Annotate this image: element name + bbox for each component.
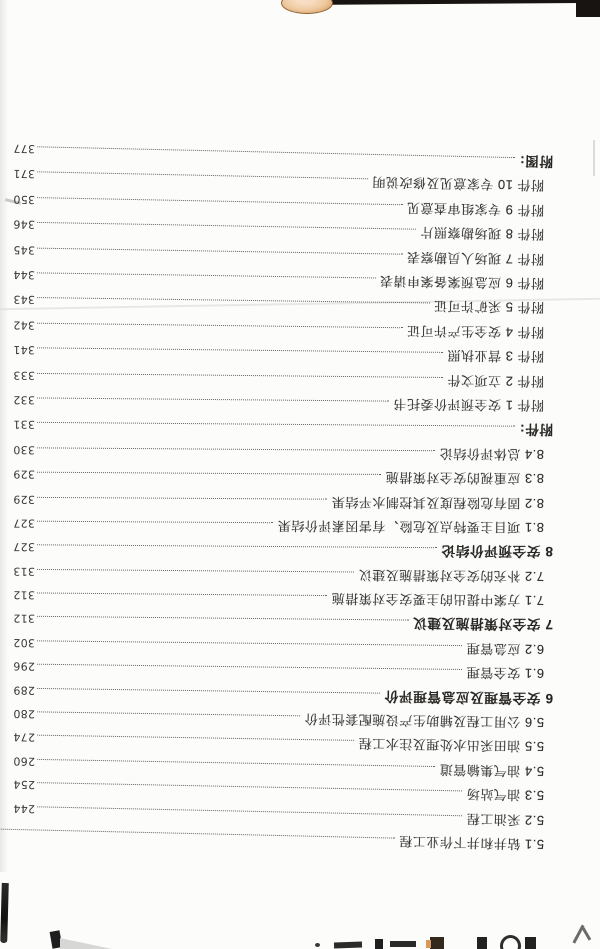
toc-entry — [13, 537, 553, 565]
toc-entry — [13, 415, 553, 444]
toc-entry-label: 5.1 钻井和井下作业工程 — [398, 834, 545, 853]
toc-entry-label: 5.4 油气集输管道 — [439, 762, 545, 780]
dotted-leader — [37, 322, 403, 329]
toc-entry — [13, 513, 544, 541]
toc-entry-page: 331 — [12, 418, 35, 432]
dotted-leader — [37, 447, 435, 452]
toc-entry-label: 附件 2 立项文件 — [446, 372, 545, 389]
toc-entry-page: 345 — [12, 243, 36, 257]
toc-entry — [13, 365, 544, 395]
toc-entry-page: 329 — [12, 467, 35, 482]
toc-entry-page: 346 — [13, 218, 36, 232]
toc-entry-page: 289 — [12, 683, 36, 697]
toc-entry-label: 附图: — [519, 153, 554, 169]
dotted-leader — [37, 297, 430, 304]
toc-entry-label: 7 安全对策措施及建议 — [412, 615, 554, 633]
underlying-text-fragment — [430, 937, 444, 949]
dotted-leader — [37, 472, 381, 476]
underlying-text-fragment — [500, 935, 521, 949]
toc-entry-label: 8.4 总体评价结论 — [439, 446, 545, 463]
scan-dark-edge-top — [298, 0, 600, 5]
dotted-leader — [37, 422, 515, 428]
toc-entry-page: 344 — [12, 268, 36, 282]
toc-entry-page: 332 — [12, 393, 36, 407]
underlying-text-fragment — [315, 943, 320, 947]
fingertip-holding-page — [281, 0, 333, 14]
dotted-leader — [37, 544, 437, 549]
toc-entry-label: 附件 3 营业执照 — [446, 348, 545, 365]
dotted-leader — [37, 347, 443, 354]
dotted-leader — [37, 687, 380, 694]
toc-entry-label: 7.2 补充的安全对策措施及建议 — [358, 567, 545, 585]
toc-entry-page: 313 — [12, 564, 35, 578]
underlying-text-fragment — [426, 940, 431, 948]
dotted-leader — [37, 172, 368, 181]
toc-entry-page: 341 — [12, 343, 36, 357]
toc-entry-label: 附件 9 专家组审查意见 — [406, 200, 545, 219]
underlying-text-fragment — [334, 942, 362, 949]
scan-dark-corner — [576, 0, 600, 17]
dotted-leader — [37, 496, 327, 500]
dotted-leader — [37, 640, 462, 647]
toc-entry-page: 327 — [12, 540, 35, 554]
toc-entry-page: 312 — [12, 588, 36, 602]
dotted-leader — [37, 616, 409, 622]
toc-entry-page: 312 — [12, 612, 36, 626]
scan-line-right — [593, 140, 595, 176]
toc-entry-page: 350 — [13, 192, 36, 207]
toc-entry — [13, 464, 544, 492]
scan-edge-shadow-left — [0, 0, 9, 872]
toc-entry-label: 附件 7 现场人员勘察表 — [406, 249, 545, 267]
dotted-leader — [37, 222, 416, 231]
toc-entry-page: 333 — [12, 368, 36, 382]
toc-entry-label: 8.1 项目主要特点及危险、有害因素评价结果 — [277, 518, 545, 536]
toc-entry-label: 附件: — [519, 421, 554, 438]
dotted-leader — [37, 197, 403, 206]
underlying-text-fragment — [525, 937, 536, 949]
dotted-leader — [37, 272, 376, 279]
dotted-leader — [37, 806, 462, 817]
toc-entry-label: 附件 10 专家意见及修改说明 — [371, 175, 545, 194]
dotted-leader — [37, 759, 435, 768]
toc-entry-label: 8 安全预评价结论 — [440, 543, 554, 560]
toc-entry — [13, 440, 544, 468]
toc-entry-page: 260 — [13, 754, 36, 769]
toc-entry-label: 附件 1 安全预评价委托书 — [392, 396, 545, 414]
toc-entry-page: 327 — [12, 516, 35, 530]
dotted-leader — [37, 146, 515, 159]
toc-entry-label: 6.1 安全管理 — [466, 665, 545, 682]
toc-entry-page: 274 — [12, 731, 36, 745]
toc-entry-label: 5.3 油气站场 — [466, 787, 545, 804]
toc-entry-page: 254 — [13, 778, 36, 792]
toc-entry-label: 附件 5 采矿许可证 — [433, 299, 545, 316]
underlying-text-fragment — [60, 938, 112, 949]
toc-entry-label: 附件 4 安全生产许可证 — [406, 323, 545, 341]
toc-entry-page: 330 — [12, 443, 35, 457]
dotted-leader — [37, 782, 462, 792]
toc-entry-page: 329 — [12, 492, 35, 506]
dotted-leader — [37, 247, 403, 255]
toc-entry-label: 5.6 公用工程及辅助生产设施配套性评价 — [304, 711, 545, 731]
toc-entry-label: 5.5 油田采出水处理及注水工程 — [358, 736, 545, 755]
dotted-leader — [37, 592, 327, 597]
underlying-text-fragment — [477, 937, 487, 949]
toc-entry-page: 302 — [12, 636, 36, 650]
toc-entry-page: 343 — [12, 293, 36, 307]
dotted-leader — [37, 664, 462, 671]
toc-entry-label: 附件 6 应急预案备案申请表 — [379, 273, 545, 292]
dotted-leader — [37, 711, 300, 717]
toc-entry-label: 8.2 固有危险程度及其控制水平结果 — [331, 494, 545, 511]
toc-entry-label: 6.2 应急管理 — [466, 641, 545, 658]
toc-entry-page: 342 — [12, 318, 36, 332]
underlying-text-fragment — [582, 927, 591, 940]
dotted-leader — [37, 397, 389, 402]
dotted-leader — [37, 520, 273, 524]
toc-entry-page: 280 — [12, 707, 36, 721]
toc-entry-label: 6 安全管理及应急管理评价 — [384, 688, 554, 706]
underlying-text-fragment — [0, 883, 9, 943]
toc-entry-page: 296 — [12, 659, 36, 674]
toc-entry — [13, 489, 544, 517]
dotted-leader — [0, 828, 395, 839]
dotted-leader — [37, 568, 354, 573]
toc-entry-label: 7.1 方案中提出的主要安全对策措施 — [331, 591, 545, 609]
toc-entry-label: 附件 8 现场勘察照片 — [419, 225, 545, 243]
toc-entry-page: 244 — [13, 801, 36, 816]
table-of-contents — [12, 142, 554, 858]
underlying-text-fragment — [375, 939, 383, 949]
toc-entry-label: 5.2 采油工程 — [466, 811, 545, 828]
toc-entry-page: 371 — [13, 167, 36, 182]
dotted-leader — [37, 735, 354, 742]
toc-entry-page: 377 — [13, 142, 36, 156]
underlying-text-fragment — [390, 941, 416, 947]
toc-entry-label: 8.3 应重视的安全对策措施 — [385, 470, 545, 487]
dotted-leader — [37, 372, 443, 378]
toc-entry — [13, 561, 544, 590]
